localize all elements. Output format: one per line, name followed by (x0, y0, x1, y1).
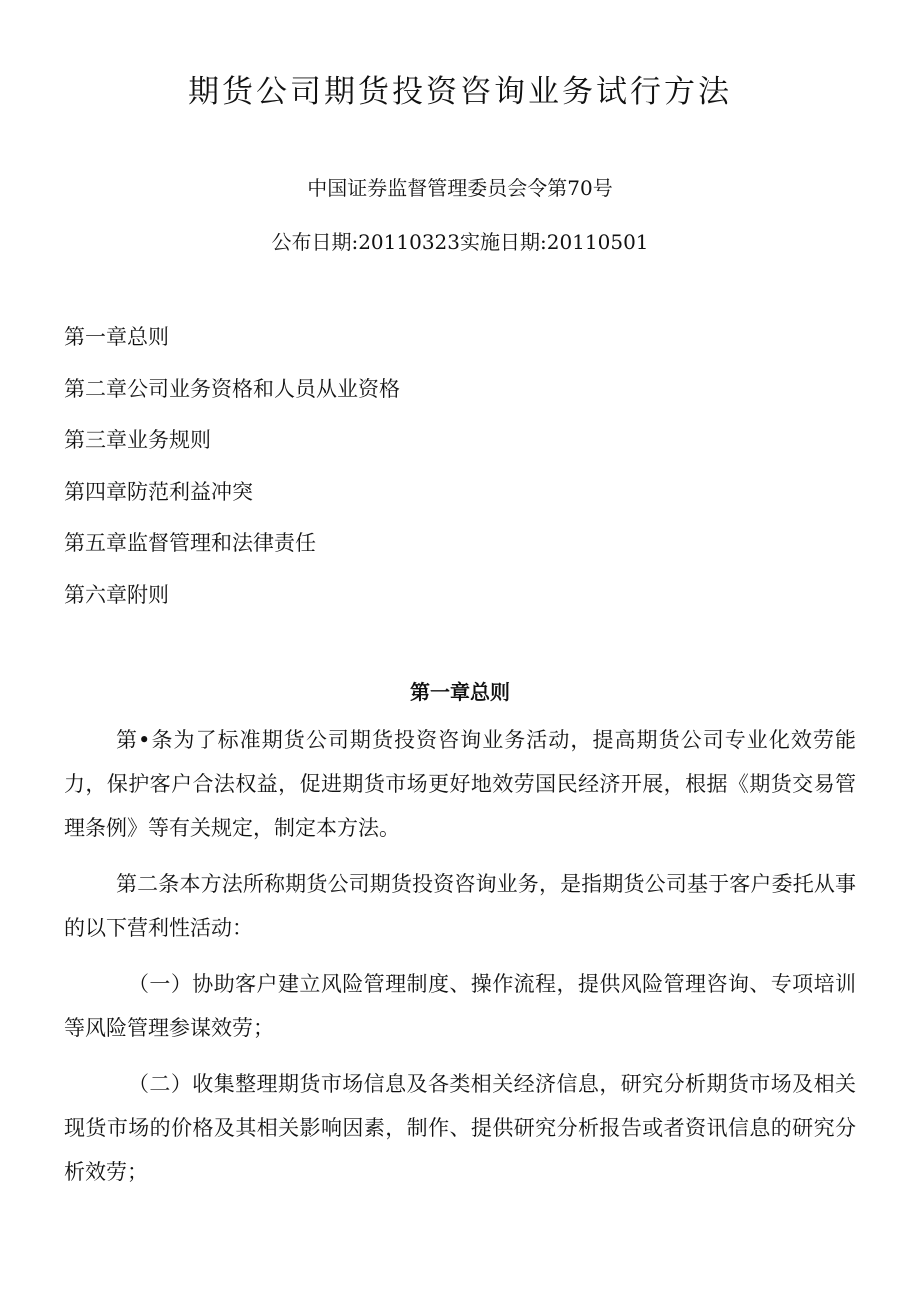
order-number: 中国证券监督管理委员会令第70号 (307, 176, 613, 200)
article-2-paragraph: 第二条本方法所称期货公司期货投资咨询业务，是指期货公司基于客户委托从事的以下营利性活动： (64, 872, 856, 940)
article-2-item-1: （一）协助客户建立风险管理制度、操作流程，提供风险管理咨询、专项培训等风险管理参谋效劳； (64, 972, 856, 1040)
toc-item-chapter-6: 第六章附则 (64, 582, 169, 607)
article-1-paragraph: 第•条为了标准期货公司期货投资咨询业务活动，提高期货公司专业化效劳能力，保护客户合法权益，促进期货市场更好地效劳国民经济开展，根据《期货交易管理条例》等有关规定，制定本方法。 (64, 728, 856, 840)
toc-item-chapter-3: 第三章业务规则 (64, 428, 211, 452)
toc-item-chapter-5: 第五章监督管理和法律责任 (64, 531, 316, 555)
article-2-item-2: （二）收集整理期货市场信息及各类相关经济信息，研究分析期货市场及相关现货市场的价格及其相关影响因素，制作、提供研究分析报告或者资讯信息的研究分析效劳； (64, 1072, 856, 1184)
chapter-heading: 第一章总则 (410, 680, 510, 704)
toc-item-chapter-2: 第二章公司业务资格和人员从业资格 (64, 376, 400, 401)
publication-dates: 公布日期:20110323实施日期:20110501 (271, 230, 649, 254)
document-title: 期货公司期货投资咨询业务试行方法 (188, 74, 732, 110)
toc-item-chapter-4: 第四章防范利益冲突 (64, 479, 253, 504)
table-of-contents (64, 322, 400, 631)
toc-item-chapter-1: 第一章总则 (64, 325, 169, 349)
chapter-body (64, 718, 856, 1206)
